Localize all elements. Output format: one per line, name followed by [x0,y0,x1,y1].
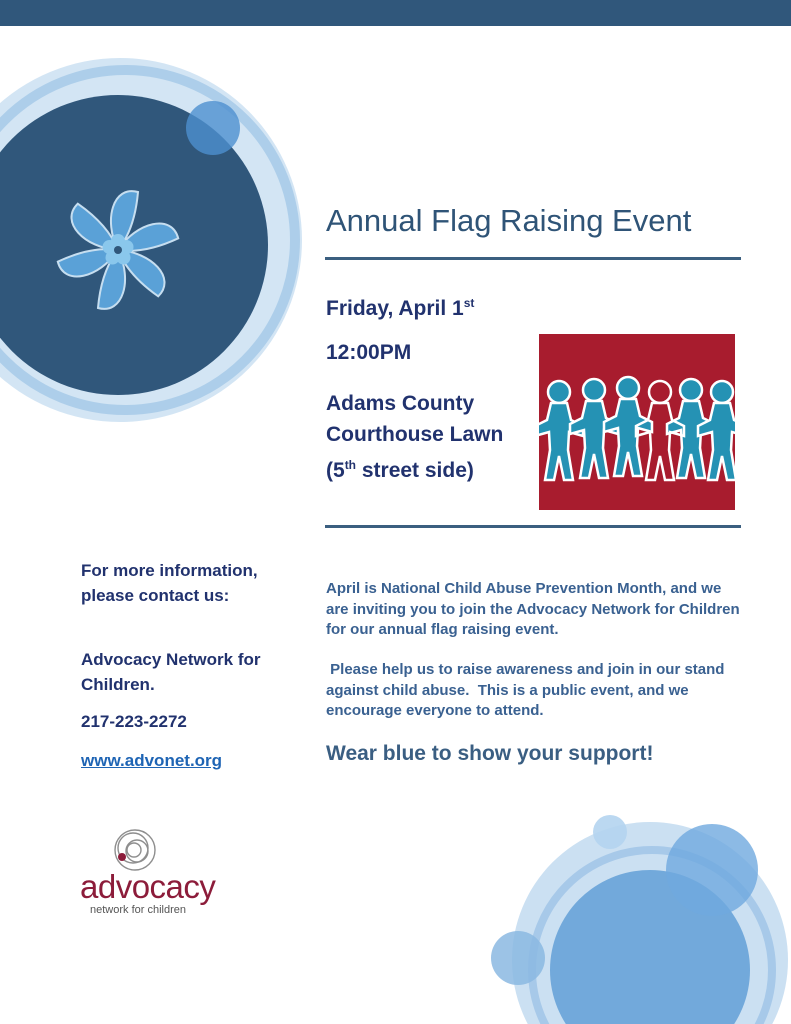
event-time: 12:00PM [326,341,412,364]
call-to-action: Wear blue to show your support! [326,742,654,765]
small-accent-circle [186,101,240,155]
logo-subtitle: network for children [90,904,186,916]
event-title: Annual Flag Raising Event [326,203,692,238]
top-bar [0,0,791,26]
location-line-3-post: street side) [356,459,474,482]
location-line-3-pre: (5 [326,459,345,482]
event-date-text: Friday, April 1 [326,297,464,320]
event-date-suffix: st [463,296,475,310]
event-date [326,296,474,321]
location-line-1: Adams County [326,392,475,415]
location-line-3-sup: th [344,458,357,472]
awareness-paragraph: Please help us to raise awareness and join in our stand against child abuse. This is a public event, and we encourage everyone to attend. [326,661,729,719]
logo-wordmark: advocacy [80,868,216,905]
phone-number: 217-223-2272 [81,712,187,731]
event-location [326,388,503,486]
intro-paragraph: April is National Child Abuse Prevention Month, and we are inviting you to join the Advocacy Network for Children for our annual flag raising event. [326,580,740,638]
contact-heading: For more information, please contact us: [81,561,258,605]
website-link[interactable]: www.advonet.org [81,751,223,770]
location-line-2: Courthouse Lawn [326,423,504,446]
organization-name: Advocacy Network for Children. [81,650,261,694]
advocacy-circles-logo-icon [105,826,165,874]
location-line-3 [326,450,503,486]
pinwheel-circle-graphic [0,40,320,440]
decorative-circles [480,810,791,1024]
content-divider [325,525,741,528]
paper-doll-chain-icon [539,334,735,510]
title-divider [325,257,741,260]
